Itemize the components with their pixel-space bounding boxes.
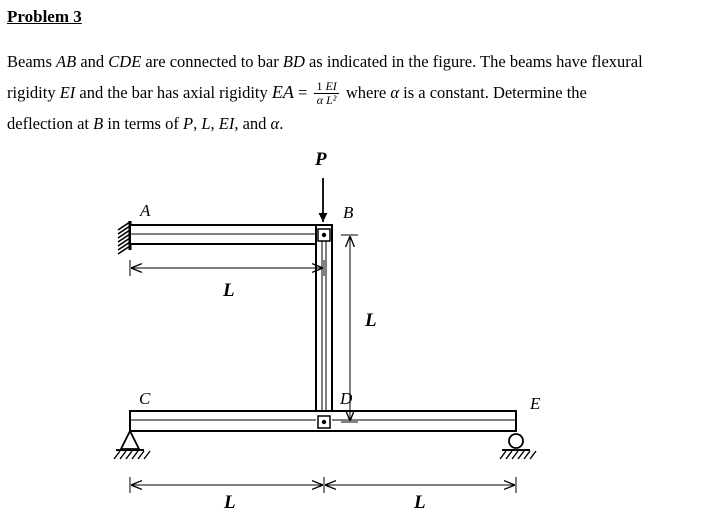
dimension-cd	[130, 477, 324, 493]
text: Beams	[7, 52, 57, 71]
roller-support-e	[500, 434, 536, 459]
label-c: C	[139, 389, 151, 408]
dimension-ab-label: L	[223, 280, 235, 301]
numerator-ei: EI	[325, 78, 337, 93]
text: and the bar has axial rigidity	[75, 83, 272, 102]
pin-b	[318, 229, 330, 241]
beam-ab-symbol: AB	[56, 52, 77, 71]
dimension-de-label: L	[414, 492, 426, 513]
text: .	[279, 114, 284, 133]
denominator-l-squared: L²	[326, 92, 337, 107]
text: as indicated in the figure. The beams have flexural	[304, 52, 643, 71]
problem-title: Problem 3	[7, 7, 82, 26]
equals-sign: =	[293, 83, 312, 102]
denominator-alpha: α	[316, 92, 324, 107]
pin-d	[318, 416, 330, 428]
fixed-support-a	[118, 221, 130, 254]
text: are connected to bar	[141, 52, 283, 71]
ei-symbol: EI	[59, 83, 76, 102]
dimension-de	[325, 477, 516, 493]
bar-bd-symbol: BD	[282, 52, 305, 71]
text: rigidity	[7, 83, 60, 102]
alpha-symbol: α	[270, 114, 280, 133]
label-e: E	[530, 394, 541, 413]
beam-cde-symbol: CDE	[108, 52, 142, 71]
load-label: P	[315, 149, 327, 170]
text: and	[76, 52, 109, 71]
bar-bd	[316, 225, 332, 430]
text: ,	[193, 114, 202, 133]
text: , and	[234, 114, 271, 133]
label-d: D	[340, 389, 353, 408]
label-a: A	[140, 201, 151, 220]
ea-symbol: EA	[271, 82, 294, 102]
dimension-bd-label: L	[365, 310, 377, 331]
pin-support-c	[114, 431, 150, 459]
text: where	[341, 83, 391, 102]
dimension-ab	[130, 260, 324, 276]
text: deflection at	[7, 114, 94, 133]
alpha-symbol: α	[390, 83, 399, 102]
p-symbol: P	[182, 114, 194, 133]
ei-symbol: EI	[218, 114, 235, 133]
text: ,	[210, 114, 219, 133]
numerator-one: 1	[316, 78, 323, 93]
text: in terms of	[103, 114, 183, 133]
label-b: B	[343, 203, 354, 222]
dimension-cd-label: L	[224, 492, 236, 513]
l-symbol: L	[201, 114, 211, 133]
b-symbol: B	[93, 114, 104, 133]
text: is a constant. Determine the	[399, 83, 587, 102]
